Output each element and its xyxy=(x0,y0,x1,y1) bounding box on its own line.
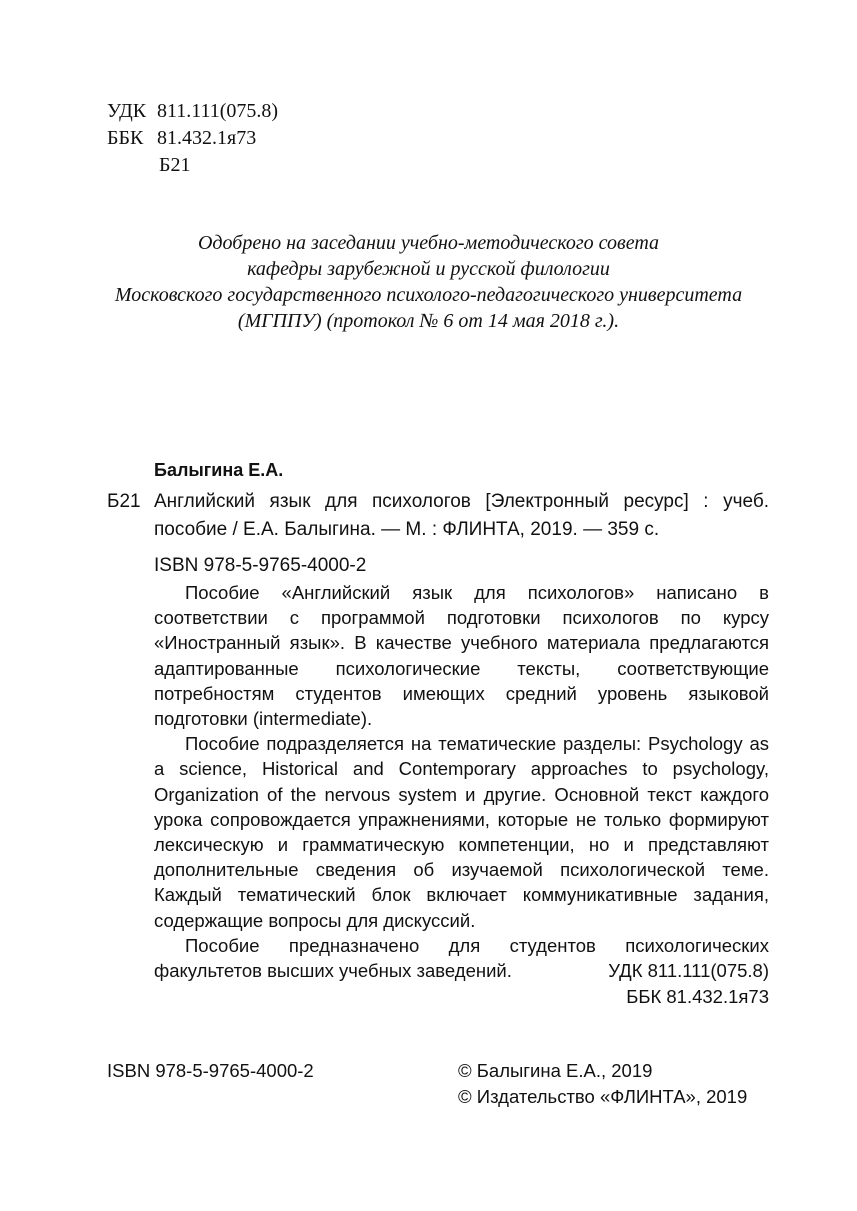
classification-codes xyxy=(608,958,769,1010)
bib-description: Английский язык для психологов [Электронный ресурс] : учеб. пособие / Е.А. Балыгина. — М. : ФЛИНТА, 2019. — 359 с. xyxy=(154,491,769,540)
abstract xyxy=(154,580,769,983)
footer-isbn: ISBN 978-5-9765-4000-2 xyxy=(107,1060,314,1081)
bib-code: Б21 xyxy=(107,491,141,512)
classification-bbk: ББК 81.432.1я73 xyxy=(626,986,769,1007)
approval-note xyxy=(90,230,767,334)
header-codes xyxy=(107,98,278,179)
abstract-paragraph-3: Пособие предназначено для студентов психологических факультетов высших учебных заведений. xyxy=(154,934,769,982)
classification-udk: УДК 811.111(075.8) xyxy=(608,960,769,981)
copyright-block xyxy=(458,1058,747,1110)
copyright-publisher: © Издательство «ФЛИНТА», 2019 xyxy=(458,1086,748,1107)
bibliographic-record xyxy=(107,488,769,580)
udk-value: 811.111(075.8) xyxy=(157,100,279,122)
approval-line-3: Московского государственного психолого-педагогического университета xyxy=(114,284,743,306)
abstract-paragraph-1: Пособие «Английский язык для психологов» написано в соответствии с программой подготовки психологов по курсу «Иностранный язык». В качестве учебного материала предлагаются адаптированные психологические тексты, соответствующие потребностям студентов имеющих средний уровень языковой подготовки (intermediate). xyxy=(154,582,769,730)
udk-row xyxy=(107,98,278,125)
author-mark: Б21 xyxy=(159,154,191,176)
bbk-row xyxy=(107,125,278,152)
bbk-value: 81.432.1я73 xyxy=(157,127,257,149)
bib-isbn: ISBN 978-5-9765-4000-2 xyxy=(154,555,367,576)
abstract-paragraph-2: Пособие подразделяется на тематические разделы: Psychology as a science, Historical and Contemporary approaches to psychology, Organization of the nervous system и другие. Основной текст каждого урока сопровождается упражнениями, которые не только формируют лексическую и грамматическую компетенции, но и представляют дополнительные сведения об изучаемой психологической теме. Каждый тематический блок включает коммуникативные задания, содержащие вопросы для дискуссий. xyxy=(154,733,769,931)
copyright-author: © Балыгина Е.А., 2019 xyxy=(458,1060,653,1081)
udk-label: УДК xyxy=(107,100,147,122)
bbk-label: ББК xyxy=(107,127,144,149)
approval-line-1: Одобрено на заседании учебно-методического совета xyxy=(197,232,660,254)
approval-line-2: кафедры зарубежной и русской филологии xyxy=(247,258,610,280)
author-name: Балыгина Е.А. xyxy=(154,460,284,480)
approval-line-4: (МГППУ) (протокол № 6 от 14 мая 2018 г.). xyxy=(237,310,620,332)
